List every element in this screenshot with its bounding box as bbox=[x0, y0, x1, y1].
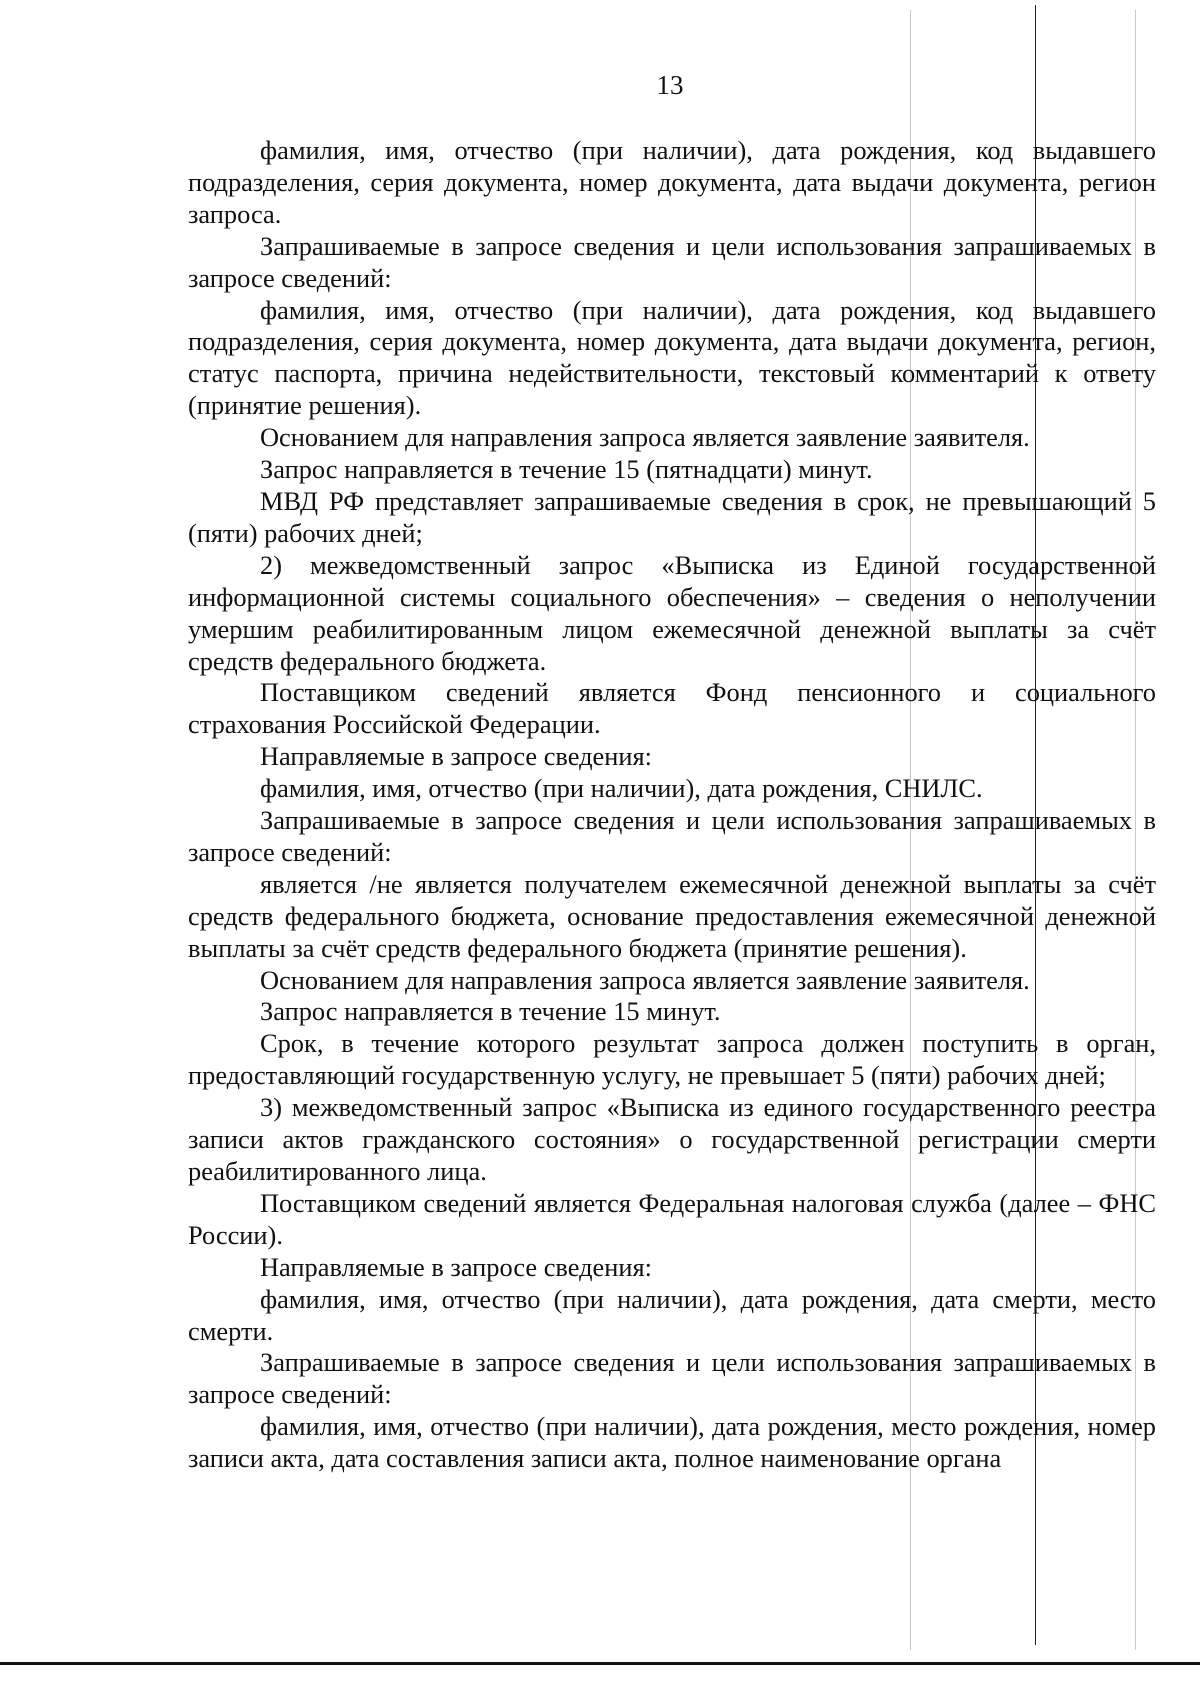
paragraph: фамилия, имя, отчество (при наличии), дата рождения, код выдавшего подразделения, серия документа, номер документа, дата выдачи документа, регион запроса. bbox=[188, 135, 1156, 229]
paragraph: 3) межведомственный запрос «Выписка из единого государственного реестра записи актов гражданского состояния» о государственной регистрации смерти реабилитированного лица. bbox=[188, 1092, 1156, 1186]
paragraph: Поставщиком сведений является Федеральная налоговая служба (далее – ФНС России). bbox=[188, 1187, 1156, 1250]
paragraph: МВД РФ представляет запрашиваемые сведения в срок, не превышающий 5 (пяти) рабочих дней; bbox=[188, 485, 1156, 548]
paragraph: Запрос направляется в течение 15 (пятнадцати) минут. bbox=[260, 454, 873, 485]
paragraph: Запрос направляется в течение 15 минут. bbox=[260, 996, 721, 1027]
paragraph: фамилия, имя, отчество (при наличии), дата рождения, место рождения, номер записи акта, дата составления записи акта, полное наименование органа bbox=[188, 1411, 1156, 1474]
paragraph: Поставщиком сведений является Фонд пенсионного и социального страхования Российской Федерации. bbox=[188, 677, 1156, 740]
page-number: 13 bbox=[656, 70, 684, 100]
paragraph: 2) межведомственный запрос «Выписка из Единой государственной информационной системы социального обеспечения» – сведения о неполучении умершим реабилитированным лицом ежемесячной денежной выплаты за счёт средств федерального бюджета. bbox=[188, 549, 1156, 676]
paragraph: фамилия, имя, отчество (при наличии), дата рождения, СНИЛС. bbox=[260, 773, 983, 804]
paragraph: Запрашиваемые в запросе сведения и цели использования запрашиваемых в запросе сведений: bbox=[188, 230, 1156, 293]
paragraph: Запрашиваемые в запросе сведения и цели использования запрашиваемых в запросе сведений: bbox=[188, 1347, 1156, 1410]
paragraph: фамилия, имя, отчество (при наличии), дата рождения, дата смерти, место смерти. bbox=[188, 1283, 1156, 1346]
paragraph: Направляемые в запросе сведения: bbox=[260, 741, 652, 772]
paragraph: Основанием для направления запроса является заявление заявителя. bbox=[260, 964, 1030, 995]
paragraph: Основанием для направления запроса является заявление заявителя. bbox=[260, 422, 1030, 453]
paragraph: фамилия, имя, отчество (при наличии), дата рождения, код выдавшего подразделения, серия документа, номер документа, дата выдачи документа, регион, статус паспорта, причина недействительности, текстовый комментарий к ответу (принятие решения). bbox=[188, 294, 1156, 421]
document-body bbox=[188, 135, 1156, 1475]
scan-artifact-border bbox=[0, 1662, 1200, 1665]
paragraph: Срок, в течение которого результат запроса должен поступить в орган, предоставляющий государственную услугу, не превышает 5 (пяти) рабочих дней; bbox=[188, 1028, 1156, 1091]
paragraph: Направляемые в запросе сведения: bbox=[260, 1251, 652, 1282]
paragraph: является /не является получателем ежемесячной денежной выплаты за счёт средств федерального бюджета, основание предоставления ежемесячной денежной выплаты за счёт средств федерального бюджета (принятие решения). bbox=[188, 868, 1156, 963]
paragraph: Запрашиваемые в запросе сведения и цели использования запрашиваемых в запросе сведений: bbox=[188, 805, 1156, 867]
